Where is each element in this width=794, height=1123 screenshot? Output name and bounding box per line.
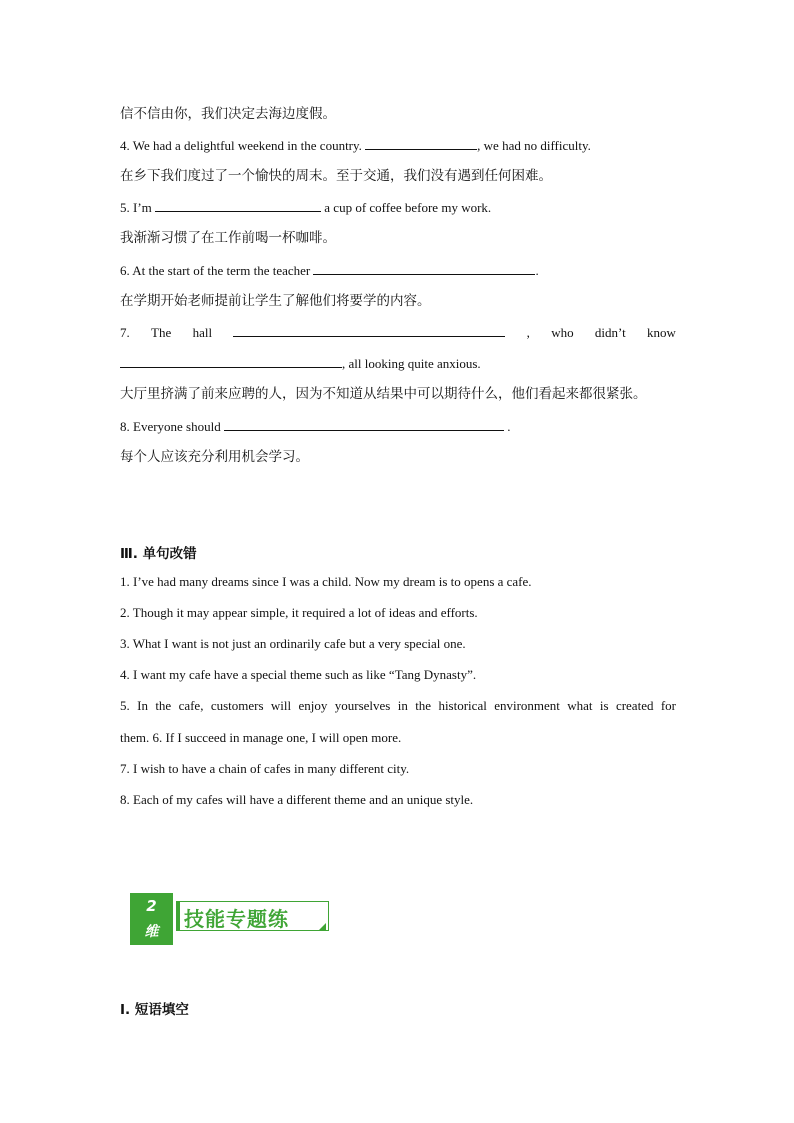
banner-corner-icon [318,923,326,931]
banner-number: 2 [146,897,157,915]
top-chinese-line: 信不信由你，我们决定去海边度假。 [120,106,336,122]
error-sentence: 1. I’ve had many dreams since I was a child. Now my dream is to opens a cafe. [120,574,532,589]
item-7-word: who [551,325,574,340]
error-sentence: 8. Each of my cafes will have a different theme and an unique style. [120,792,474,807]
error-sentence: 5. In the cafe, customers will enjoy yourselves in the historical environment what is created for [120,698,676,713]
item-7-word: didn’t [594,325,626,340]
item-6-chinese: 在学期开始老师提前让学生了解他们将要学的内容。 [120,293,431,309]
item-8-english [120,418,676,435]
item-6-blank[interactable] [313,262,535,275]
banner-number-block [130,893,173,945]
item-5-english [120,199,676,216]
item-4-chinese: 在乡下我们度过了一个愉快的周末。至于交通，我们没有遇到任何困难。 [120,168,552,184]
item-5-chinese: 我渐渐习惯了在工作前喝一杯咖啡。 [120,230,336,246]
item-7-english-row2 [120,355,676,372]
item-7-chinese: 大厅里挤满了前来应聘的人，因为不知道从结果中可以期待什么，他们看起来都很紧张。 [120,386,647,402]
item-5-post: a cup of coffee before my work. [321,200,492,215]
item-8-post: . [503,419,511,434]
error-sentence: 3. What I want is not just an ordinarily cafe but a very special one. [120,636,466,651]
item-4-english [120,137,676,154]
item-7-word: 7. [120,325,130,340]
item-7-cont: , all looking quite anxious. [342,356,481,371]
error-sentence: 2. Though it may appear simple, it required a lot of ideas and efforts. [120,605,478,620]
item-5-blank[interactable] [155,199,321,212]
section-banner [130,893,326,945]
error-sentence: 7. I wish to have a chain of cafes in many different city. [120,761,410,776]
banner-title: 技能专题练 [184,907,289,931]
item-7-word: hall [192,325,213,340]
error-sentence: 4. I want my cafe have a special theme such as like “Tang Dynasty”. [120,667,477,682]
item-8-chinese: 每个人应该充分利用机会学习。 [120,449,309,465]
item-7-word: , [526,325,530,340]
item-4-post: , we had no difficulty. [477,138,591,153]
item-7-blank-2[interactable] [120,355,342,368]
item-8-pre: 8. Everyone should [120,419,224,434]
item-4-pre: 4. We had a delightful weekend in the country. [120,138,366,153]
item-6-english [120,262,676,279]
phrase-section-heading: I. 短语填空 [120,1002,189,1018]
item-6-pre: 6. At the start of the term the teacher [120,263,314,278]
item-8-blank[interactable] [224,418,504,431]
item-4-blank[interactable] [365,137,477,150]
error-sentence: them. 6. If I succeed in manage one, I will open more. [120,730,402,745]
item-5-pre: 5. I’m [120,200,156,215]
item-7-word: know [647,325,676,340]
item-7-word: The [151,325,172,340]
error-section-heading: Ⅲ. 单句改错 [120,546,197,562]
item-7-english-row1 [120,324,676,341]
banner-unit: 维 [144,924,159,940]
item-7-blank-1[interactable] [233,324,505,337]
item-6-post: . [535,263,539,278]
